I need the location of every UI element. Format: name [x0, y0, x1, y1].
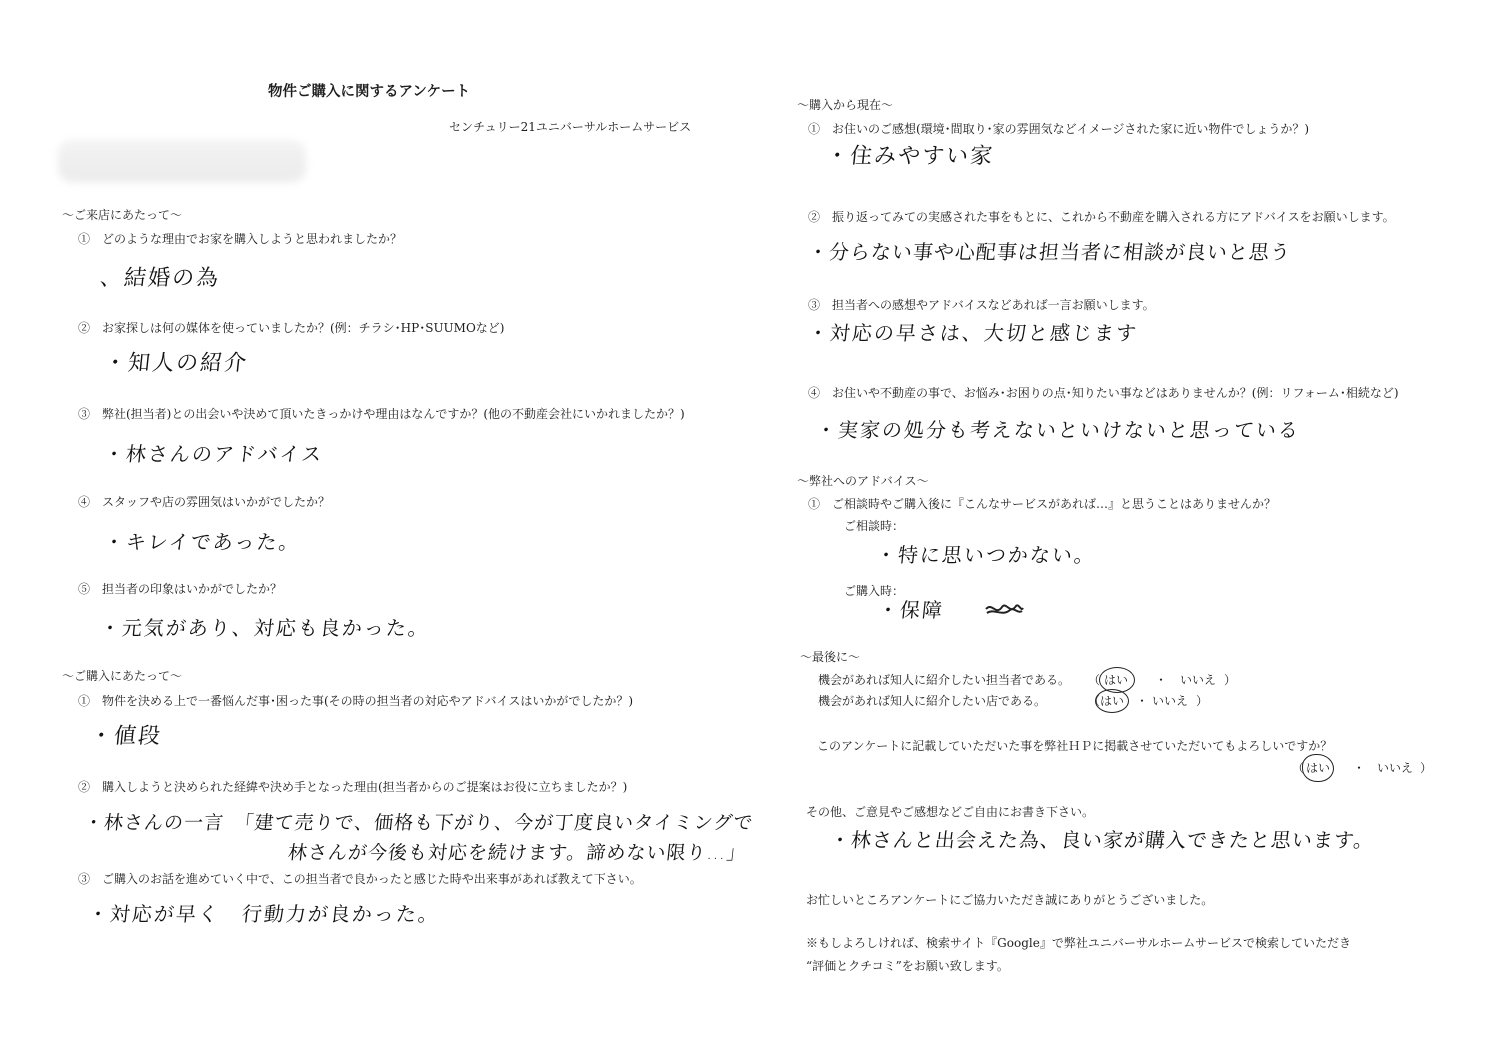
present-answer-2: ・分らない事や心配事は担当者に相談が良いと思う — [806, 240, 1293, 264]
publish-choice-yes[interactable]: はい — [1306, 761, 1331, 775]
advice-consult-label: ご相談時： — [844, 519, 905, 533]
store-choice-open: （ — [1088, 694, 1101, 708]
publish-choice-open: （ — [1292, 761, 1305, 775]
store-choice-sep: ・ — [1136, 694, 1149, 708]
publish-choice-no[interactable]: いいえ — [1377, 761, 1414, 775]
advice-after-answer: ・保障 — [876, 598, 946, 622]
purchase-answer-3: ・対応が早く 行動力が良かった。 — [86, 902, 442, 926]
comment-answer: ・林さんと出会えた為、良い家が購入できたと思います。 — [828, 828, 1376, 852]
section-present-heading: ～購入から現在～ — [797, 98, 894, 112]
visit-answer-5: ・元気があり、対応も良かった。 — [98, 616, 432, 640]
store-choice-close: ） — [1196, 694, 1209, 708]
google-note-line-1: ※もしよろしければ、検索サイト『Google』で弊社ユニバーサルホームサービスで検索していただき — [806, 936, 1351, 950]
section-advice-heading: ～弊社へのアドバイス～ — [797, 474, 929, 488]
store-yes-circle — [1095, 689, 1129, 713]
survey-title: 物件ご購入に関するアンケート — [268, 83, 471, 100]
staff-choice-open: （ — [1088, 673, 1101, 687]
thanks-message: お忙しいところアンケートにご協力いただき誠にありがとうございました。 — [806, 893, 1214, 907]
section-visit-heading: ～ご来店にあたって～ — [62, 208, 183, 222]
publish-choice-sep: ・ — [1353, 761, 1366, 775]
visit-question-3: ③ 弊社(担当者)との出会いや決めて頂いたきっかけや理由はなんですか？(他の不動産会社にいかれましたか？) — [78, 407, 685, 421]
present-question-3: ③ 担当者への感想やアドバイスなどあれば一言お願いします。 — [808, 298, 1155, 312]
present-answer-3: ・対応の早さは、大切と感じます — [806, 321, 1140, 345]
advice-question-1: ① ご相談時やご購入後に『こんなサービスがあれば…』と思うことはありませんか？ — [808, 497, 1277, 511]
google-note-line-2: “評価とクチコミ”をお願い致します。 — [806, 959, 1009, 973]
visit-question-1: ① どのような理由でお家を購入しようと思われましたか？ — [78, 232, 403, 246]
present-question-4: ④ お住いや不動産の事で、お悩み･お困りの点･知りたい事などはありませんか？(例：リフォーム･相続など) — [808, 386, 1399, 400]
redacted-name-area — [58, 140, 306, 182]
purchase-question-1: ① 物件を決める上で一番悩んだ事･困った事(その時の担当者の対応やアドバイスはいかがでしたか？) — [78, 694, 634, 708]
staff-choice-close: ） — [1224, 673, 1237, 687]
section-purchase-heading: ～ご購入にあたって～ — [62, 669, 183, 683]
purchase-question-2: ② 購入しようと決められた経緯や決め手となった理由(担当者からのご提案はお役に立ちましたか？) — [78, 780, 628, 794]
scribble-mark — [984, 598, 1024, 620]
purchase-answer-1: ・値段 — [88, 724, 164, 749]
visit-answer-3: ・林さんのアドバイス — [102, 442, 325, 466]
staff-choice-no[interactable]: いいえ — [1180, 673, 1217, 687]
present-question-1: ① お住いのご感想(環境･間取り･家の雰囲気などイメージされた家に近い物件でしょうか？) — [808, 122, 1310, 136]
present-answer-4: ・実家の処分も考えないといけないと思っている — [814, 418, 1302, 442]
final-question-staff: 機会があれば知人に紹介したい担当者である。 — [818, 673, 1071, 687]
staff-choice-sep: ・ — [1155, 673, 1168, 687]
final-question-store: 機会があれば知人に紹介したい店である。 — [818, 694, 1047, 708]
visit-question-2: ② お家探しは何の媒体を使っていましたか？(例：チラシ･HP･SUUMOなど) — [78, 321, 505, 335]
publish-question: このアンケートに記載していただいた事を弊社ＨＰに掲載させていただいてもよろしいですか？ — [817, 739, 1333, 753]
comment-prompt: その他、ご意見やご感想などご自由にお書き下さい。 — [806, 805, 1095, 819]
section-final-heading: ～最後に～ — [800, 650, 861, 664]
staff-choice-yes[interactable]: はい — [1104, 673, 1129, 687]
visit-answer-4: ・キレイであった。 — [102, 530, 302, 554]
visit-answer-2: ・知人の紹介 — [102, 351, 250, 376]
publish-choice-close: ） — [1420, 761, 1433, 775]
visit-question-4: ④ スタッフや店の雰囲気はいかがでしたか？ — [78, 495, 331, 509]
visit-question-5: ⑤ 担当者の印象はいかがでしたか？ — [78, 582, 283, 596]
purchase-question-3: ③ ご購入のお話を進めていく中で、この担当者で良かったと感じた時や出来事があれば教えて下さい。 — [78, 872, 642, 886]
advice-after-label: ご購入時： — [844, 584, 905, 598]
visit-answer-1: 、結婚の為 — [98, 266, 222, 291]
company-name: センチュリー21ユニバーサルホームサービス — [449, 120, 692, 134]
present-answer-1: ・住みやすい家 — [824, 144, 996, 169]
store-choice-yes[interactable]: はい — [1100, 694, 1125, 708]
advice-consult-answer: ・特に思いつかない。 — [874, 543, 1098, 567]
store-choice-no[interactable]: いいえ — [1152, 694, 1189, 708]
purchase-answer-2-line-2: 林さんが今後も対応を続けます。諦めない限り…」 — [286, 842, 748, 864]
purchase-answer-2-line-1: ・林さんの一言 「建て売りで、価格も下がり、今が丁度良いタイミングで — [82, 812, 755, 834]
present-question-2: ② 振り返ってみての実感された事をもとに、これから不動産を購入される方にアドバイスをお願いします。 — [808, 210, 1395, 224]
publish-yes-circle — [1302, 754, 1334, 782]
